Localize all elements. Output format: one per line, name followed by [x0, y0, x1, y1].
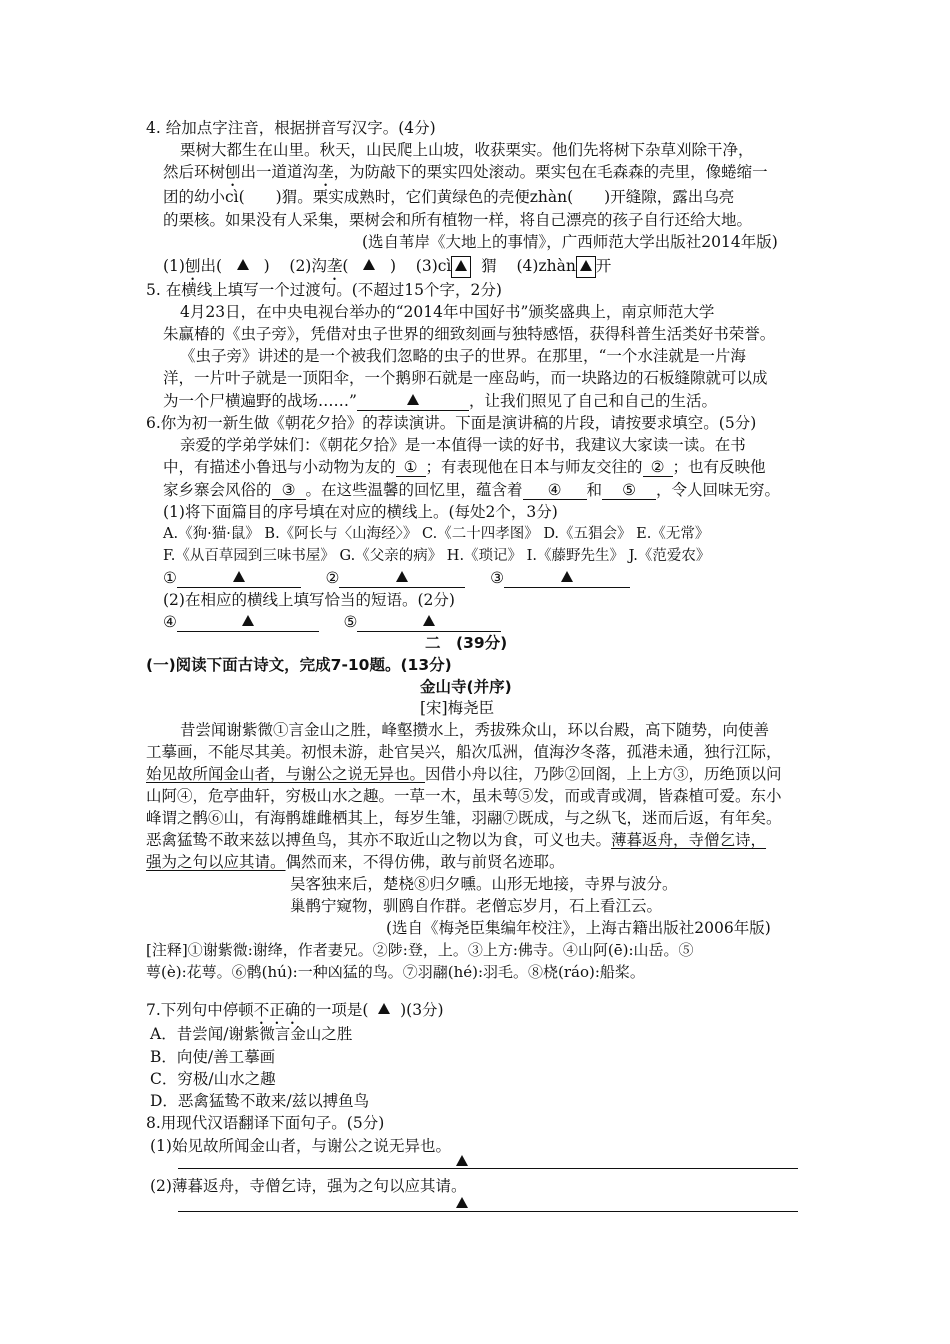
text: 中，有描述小鲁迅与小动物为友的 [163, 458, 396, 476]
text: ⑤ [343, 613, 358, 631]
q5-line-5 [163, 391, 717, 411]
blank-5[interactable]: ⑤ [602, 481, 656, 500]
q4-para-line-3: 团的幼小cì( )猬。栗实成熟时，它们黄绿色的壳便zhàn( )开缝隙，露出乌亮 [163, 188, 735, 206]
text: 偶然而来，不得仿佛，敢与前贤名迹耶。 [285, 853, 565, 871]
preface-line-2: 工摹画，不能尽其美。初恨未游，赴官吴兴，船次瓜洲，值海汐冬落，孤港未通，独行江际， [146, 743, 782, 761]
triangle-marker-icon [423, 615, 435, 626]
text: 家乡寨会风俗的 [163, 481, 272, 499]
poem-source: (选自《梅尧臣集编年校注》，上海古籍出版社2006年版) [386, 919, 771, 937]
q6-title: 6.你为初一新生做《朝花夕拾》的荐读演讲。下面是演讲稿的片段，请按要求填空。(5分) [146, 414, 757, 432]
triangle-marker-icon [561, 571, 573, 582]
answer-box[interactable] [576, 256, 596, 278]
preface-line-6 [146, 830, 766, 850]
q8-answer-line-1[interactable] [178, 1168, 798, 1169]
text: 因借小舟以往，乃陟②回阁，上上方③，历绝顶以问 [425, 765, 782, 783]
section-2-heading: 二 (39分) [425, 634, 508, 652]
text: 的一项是( [300, 1001, 369, 1019]
dotted-char: 垄 [318, 163, 334, 181]
text: ；有表现他在日本与师友交往的 [425, 458, 643, 476]
text: ③ [490, 569, 504, 587]
q7-option-d[interactable]: D．恶禽猛鸷不敢来/兹以搏鱼鸟 [150, 1092, 370, 1110]
q8-sentence-2: (2)薄暮返舟，寺僧乞诗，强为之句以应其请。 [150, 1177, 467, 1195]
answer-blank-4[interactable] [177, 613, 319, 632]
triangle-marker-icon [580, 260, 592, 271]
preface-line-3 [146, 764, 782, 784]
dotted-emphasis: 不正确 [253, 1001, 301, 1019]
text: 恶禽猛鸷不敢来兹以搏鱼鸟，其亦不取近山之物以为食，可义也夫。 [146, 831, 612, 849]
text: ① [163, 569, 177, 587]
answer-blank-5[interactable] [357, 613, 501, 632]
underlined-sentence: 始见故所闻金山者，与谢公之说无异也。 [146, 765, 426, 783]
notes-line-1: [注释]①谢紫微:谢绛，作者妻兄。②陟:登，上。③上方:佛寺。④山阿(ē):山岳。⑤ [146, 941, 694, 959]
triangle-marker-icon [237, 259, 249, 270]
q6-line-2 [163, 457, 766, 477]
text: ② [325, 569, 340, 587]
q7-option-c[interactable]: C．穷极/山水之趣 [150, 1070, 276, 1088]
blank-1[interactable]: ① [396, 458, 426, 477]
triangle-marker-icon [378, 1003, 390, 1014]
q8-answer-marker-1 [456, 1152, 468, 1172]
answer-blank-3[interactable] [504, 569, 630, 588]
text: ，让我们照见了自己和自己的生活。 [468, 392, 717, 410]
poem-author: [宋]梅尧臣 [420, 699, 495, 717]
text: (2)沟 [289, 257, 327, 275]
triangle-marker-icon [456, 1197, 468, 1208]
q6-fill-row-2 [163, 612, 501, 632]
triangle-marker-icon [242, 615, 254, 626]
text: (1) [163, 257, 185, 275]
q4-para-line-1: 栗树大都生在山里。秋天，山民爬上山坡，收获栗实。他们先将树下杂草刈除干净， [180, 141, 754, 159]
blank-2[interactable]: ② [643, 458, 673, 477]
answer-blank-2[interactable] [339, 569, 465, 588]
q5-line-4: 洋，一片叶子就是一顶阳伞，一个鹅卵石就是一座岛屿，而一块路边的石板缝隙就可以成 [163, 369, 768, 387]
blank-4[interactable]: ④ [523, 481, 587, 500]
q5-title: 5. 在横线上填写一个过渡句。(不超过15个字，2分) [146, 281, 502, 299]
q7-option-a[interactable]: A．昔尝闻/谢紫微言金山之胜 [150, 1025, 353, 1043]
verse-line-1: 吴客独来后，楚桡⑧归夕曛。山形无地接，寺界与波分。 [290, 875, 678, 893]
text: ，令人回味无穷。 [656, 481, 781, 499]
text: )(3分) [400, 1001, 444, 1019]
text: (4)zhàn [516, 257, 576, 275]
triangle-marker-icon [456, 1155, 468, 1166]
q4-title: 4. 给加点字注音，根据拼音写汉字。(4分) [146, 119, 436, 137]
preface-line-1: 昔尝闻谢紫微①言金山之胜，峰壑攒水上，秀拔殊众山，环以台殿，高下随势，向使善 [180, 721, 770, 739]
preface-line-7 [146, 852, 565, 872]
text: 出( [200, 257, 223, 275]
answer-blank-1[interactable] [177, 569, 301, 588]
dotted-char: 垄 [326, 257, 343, 275]
triangle-marker-icon [396, 571, 408, 582]
verse-line-2: 巢鹘宁窥物，驯鸥自作群。老僧忘岁月，石上看江云。 [290, 897, 663, 915]
q4-para-line-4: 的栗核。如果没有人采集，栗树会和所有植物一样，将自己漂亮的孩子自行还给大地。 [163, 211, 753, 229]
text: 为一个尸横遍野的战场……” [163, 392, 357, 410]
q6-fill-row-1 [163, 568, 630, 588]
part-1-heading: (一)阅读下面古诗文，完成7-10题。(13分) [146, 656, 452, 674]
text: ④ [163, 613, 177, 631]
underlined-sentence: 强为之句以应其请。 [146, 853, 286, 871]
q4-para-line-2 [163, 162, 768, 190]
answer-box[interactable] [451, 256, 471, 278]
q6-sub2: (2)在相应的横线上填写恰当的短语。(2分) [163, 591, 455, 609]
q6-line-1: 亲爱的学弟学妹们：《朝花夕拾》是一本值得一读的好书，我建议大家读一读。在书 [180, 436, 746, 454]
notes-line-2: 萼(è):花萼。⑥鹘(hú):一种凶猛的鸟。⑦羽翮(hé):羽毛。⑧桡(ráo):船桨。 [146, 963, 645, 981]
text: 猬 [481, 257, 497, 275]
text: ，为防敲下的栗实四处滚动。栗实包在毛森森的壳里，像蜷缩一 [333, 163, 768, 181]
preface-line-4: 山阿④，危亭曲轩，穷极山水之趣。一草一木，虽未萼⑤发，而或青或凋，皆森植可爱。东小 [146, 787, 782, 805]
text: 7.下列句中停顿 [146, 1001, 254, 1019]
transition-sentence-blank[interactable] [357, 392, 469, 411]
triangle-marker-icon [407, 394, 419, 405]
text: ；也有反映他 [672, 458, 766, 476]
q8-answer-line-2[interactable] [178, 1211, 798, 1212]
q8-title: 8.用现代汉语翻译下面句子。(5分) [146, 1114, 385, 1132]
text: ) [390, 257, 397, 275]
underlined-sentence: 薄暮返舟，寺僧乞诗， [611, 831, 767, 849]
triangle-marker-icon [363, 259, 375, 270]
q6-sub1: (1)将下面篇目的序号填在对应的横线上。(每处2个，3分) [163, 503, 558, 521]
text: ) [263, 257, 270, 275]
text: ( [342, 257, 349, 275]
text: 出一道道沟 [240, 163, 319, 181]
triangle-marker-icon [455, 260, 467, 271]
text: 和 [586, 481, 603, 499]
q5-line-3: 《虫子旁》讲述的是一个被我们忽略的虫子的世界。在那里，“一个水洼就是一片海 [180, 347, 746, 365]
poem-title: 金山寺(并序) [420, 678, 512, 696]
text: 然后环树 [163, 163, 226, 181]
text: 开 [595, 257, 612, 275]
text: 。在这些温馨的回忆里，蕴含着 [305, 481, 523, 499]
q5-line-2: 朱赢椿的《虫子旁》，凭借对虫子世界的细致刻画与独特感悟，获得科普生活类好书荣誉。 [163, 325, 776, 343]
blank-3[interactable]: ③ [272, 481, 306, 500]
q6-options-2: F.《从百草园到三味书屋》 G.《父亲的病》 H.《琐记》 I.《藤野先生》 J.《范爱农》 [163, 548, 711, 564]
q8-sentence-1: (1)始见故所闻金山者，与谢公之说无异也。 [150, 1137, 451, 1155]
q7-option-b[interactable]: B．向使/善工摹画 [150, 1048, 276, 1066]
q6-options-1: A.《狗·猫·鼠》 B.《阿长与〈山海经〉》 C.《二十四孝图》 D.《五猖会》 E.《无常》 [163, 526, 710, 542]
q5-line-1: 4月23日，在中央电视台举办的“2014年中国好书”颁奖盛典上，南京师范大学 [180, 303, 715, 321]
q6-line-3 [163, 480, 780, 500]
q4-source: (选自苇岸《大地上的事情》，广西师范大学出版社2014年版) [362, 233, 778, 251]
text: (3)cì [415, 257, 452, 275]
preface-line-5: 峰谓之鹘⑥山，有海鹘雄雌栖其上，每岁生雏，羽翮⑦既成，与之纵飞，迷而后返，有年矣。 [146, 809, 782, 827]
dotted-char: 刨 [184, 257, 201, 275]
dotted-char: 刨 [225, 163, 241, 181]
triangle-marker-icon [233, 571, 245, 582]
